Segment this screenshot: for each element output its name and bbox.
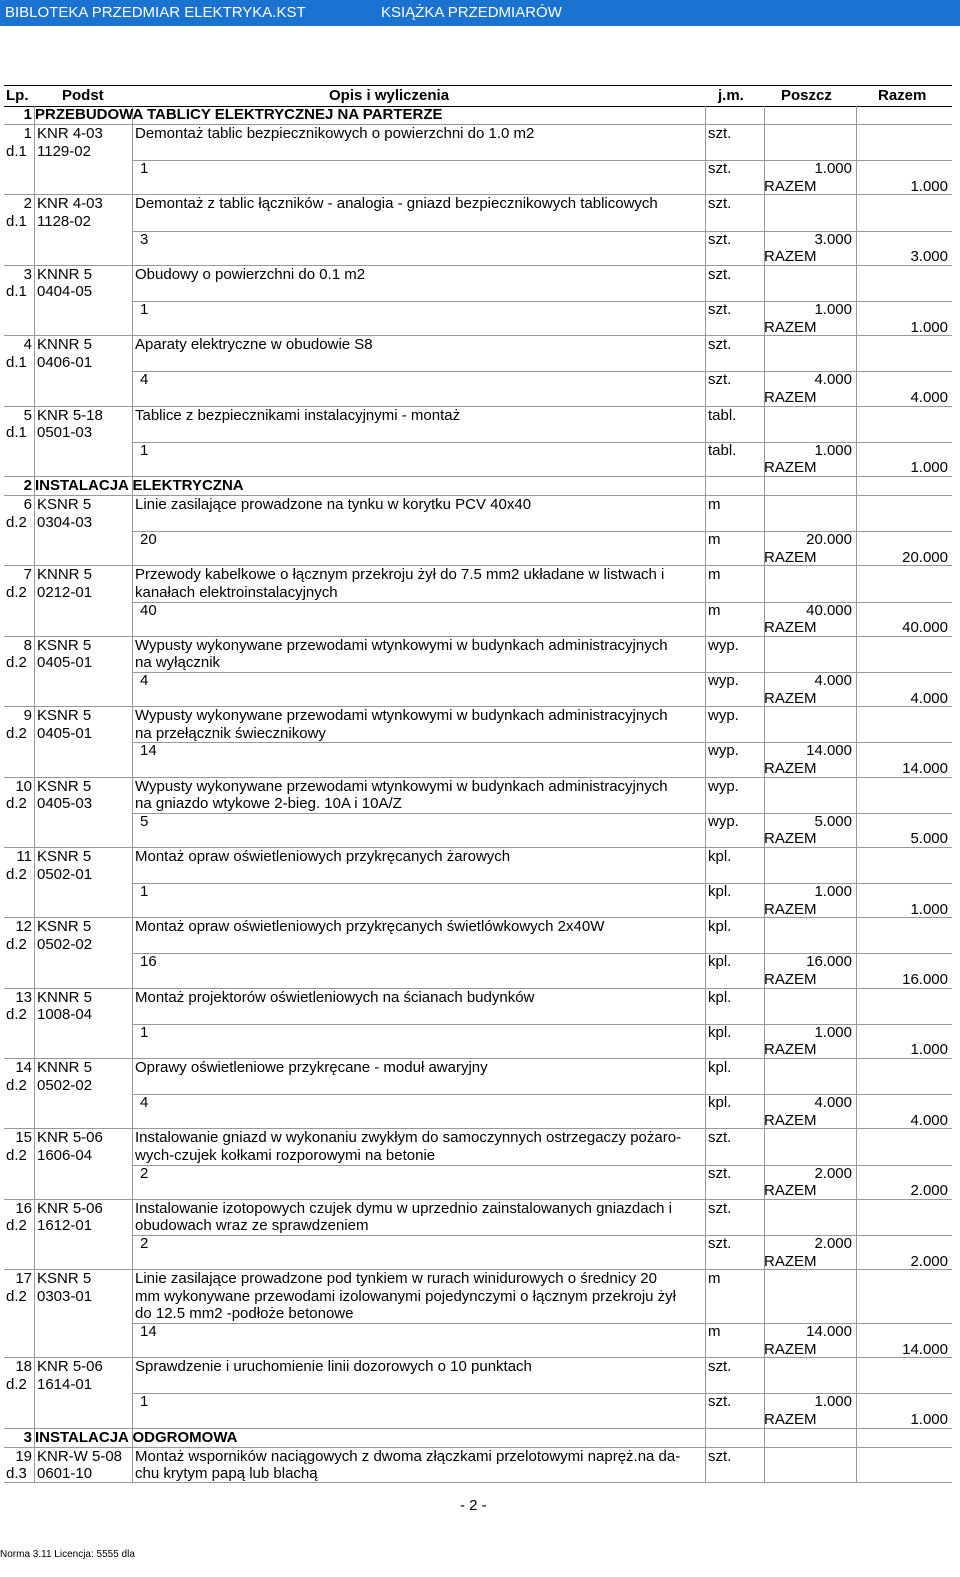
razem-label: RAZEM [764, 830, 817, 848]
partial-value: 1.000 [814, 883, 852, 901]
catalog-number: 0405-01 [37, 724, 93, 742]
section-title: INSTALACJA ELEKTRYCZNA [35, 476, 244, 494]
position-d: d.2 [6, 1076, 27, 1094]
quantity-expression: 5 [140, 812, 149, 830]
total-value: 4.000 [910, 388, 948, 406]
total-value: 1.000 [910, 318, 948, 336]
section-number: 2 [23, 476, 32, 494]
description-line: Instalowanie izotopowych czujek dymu w uprzednio zainstalowanych gniazdach i [135, 1199, 672, 1217]
description-line: Wypusty wykonywane przewodami wtynkowymi w budynkach administracyjnych [135, 707, 668, 725]
razem-label: RAZEM [764, 177, 817, 195]
page-header [0, 0, 960, 26]
catalog-code: KNR 4-03 [37, 125, 103, 142]
partial-value: 14.000 [806, 1323, 852, 1341]
col-jm: j.m. [718, 87, 744, 104]
razem-label: RAZEM [764, 248, 817, 266]
partial-value: 20.000 [806, 531, 852, 549]
catalog-code: KSNR 5 [37, 495, 92, 513]
quantity-unit: kpl. [708, 1023, 732, 1041]
quantity-expression: 1 [140, 1023, 149, 1041]
column-divider [34, 778, 35, 848]
unit: szt. [708, 125, 732, 142]
partial-value: 4.000 [814, 1094, 852, 1112]
catalog-code: KSNR 5 [37, 1270, 92, 1288]
quantity-expression: 4 [140, 671, 149, 689]
quantity-unit: wyp. [708, 812, 739, 830]
quantity-expression: 40 [140, 601, 157, 619]
quantity-expression: 2 [140, 1235, 149, 1253]
quantity-expression: 16 [140, 953, 157, 971]
unit: szt. [708, 336, 732, 354]
footer-license: Norma 3.11 Licencja: 5555 dla [0, 1549, 135, 1560]
partial-value: 1.000 [814, 441, 852, 459]
catalog-code: KNR-W 5-08 [37, 1447, 123, 1465]
position-d: d.2 [6, 865, 27, 883]
column-divider [34, 1358, 35, 1428]
quantity-expression: 3 [140, 230, 149, 248]
total-value: 4.000 [910, 1111, 948, 1129]
razem-label: RAZEM [764, 689, 817, 707]
razem-label: RAZEM [764, 1111, 817, 1129]
column-divider [34, 637, 35, 707]
column-divider [34, 1448, 35, 1483]
description-line: chu krytym papą lub blachą [135, 1465, 318, 1483]
section-title: PRZEBUDOWA TABLICY ELEKTRYCZNEJ NA PARTERZE [35, 106, 443, 123]
total-value: 1.000 [910, 459, 948, 477]
quantity-expression: 4 [140, 371, 149, 389]
catalog-code: KNNR 5 [37, 265, 93, 283]
col-opis: Opis i wyliczenia [329, 87, 450, 104]
quantity-unit: szt. [708, 160, 732, 178]
partial-value: 5.000 [814, 812, 852, 830]
column-divider [856, 1429, 857, 1447]
column-divider [705, 477, 706, 495]
unit: szt. [708, 1129, 732, 1147]
position-number: 10 [15, 777, 32, 795]
razem-label: RAZEM [764, 1411, 817, 1429]
position-row [4, 266, 952, 336]
unit: kpl. [708, 847, 732, 865]
quantity-expression: 1 [140, 1393, 149, 1411]
description-line: Aparaty elektryczne w obudowie S8 [135, 336, 373, 354]
description-line: Tablice z bezpiecznikami instalacyjnymi - montaż [135, 406, 461, 424]
column-divider [34, 125, 35, 195]
unit: tabl. [708, 406, 737, 424]
position-number: 15 [15, 1129, 32, 1147]
razem-label: RAZEM [764, 1252, 817, 1270]
catalog-code: KNNR 5 [37, 1059, 93, 1077]
description-line: na przełącznik świecznikowy [135, 724, 326, 742]
catalog-number: 0404-05 [37, 283, 93, 301]
quantity-expression: 14 [140, 742, 157, 760]
column-divider [132, 1448, 133, 1483]
razem-label: RAZEM [764, 388, 817, 406]
razem-label: RAZEM [764, 900, 817, 918]
catalog-code: KSNR 5 [37, 777, 92, 795]
position-row [4, 125, 952, 195]
position-d: d.1 [6, 424, 27, 442]
column-divider [34, 1059, 35, 1129]
quantity-unit: szt. [708, 1235, 732, 1253]
row-divider [4, 1482, 952, 1483]
position-number: 13 [15, 988, 32, 1006]
position-d: d.1 [6, 353, 27, 371]
partial-value: 1.000 [814, 1023, 852, 1041]
catalog-number: 0502-02 [37, 935, 93, 953]
razem-label: RAZEM [764, 619, 817, 637]
description-line: Sprawdzenie i uruchomienie linii dozorowych o 10 punktach [135, 1358, 532, 1376]
description-line: Linie zasilające prowadzone na tynku w korytku PCV 40x40 [135, 495, 532, 513]
column-divider [705, 1429, 706, 1447]
quantity-unit: kpl. [708, 1094, 732, 1112]
section-row [4, 477, 952, 496]
unit: m [708, 495, 721, 513]
razem-label: RAZEM [764, 1340, 817, 1358]
column-divider [856, 106, 857, 124]
catalog-number: 0304-03 [37, 513, 93, 531]
description-line: obudowach wraz ze sprawdzeniem [135, 1217, 369, 1235]
total-value: 1.000 [910, 177, 948, 195]
description-line: Montaż opraw oświetleniowych przykręcanych żarowych [135, 847, 511, 865]
position-row [4, 918, 952, 988]
partial-value: 1.000 [814, 1393, 852, 1411]
position-d: d.2 [6, 583, 27, 601]
position-d: d.2 [6, 1375, 27, 1393]
unit: szt. [708, 265, 732, 283]
catalog-code: KSNR 5 [37, 918, 92, 936]
catalog-number: 1614-01 [37, 1375, 93, 1393]
col-podst: Podst [62, 87, 104, 104]
section-title: INSTALACJA ODGROMOWA [35, 1428, 238, 1446]
column-divider [705, 1448, 706, 1483]
unit: kpl. [708, 918, 732, 936]
razem-label: RAZEM [764, 1041, 817, 1059]
column-divider [856, 1270, 857, 1358]
position-number: 12 [15, 918, 32, 936]
column-divider [34, 195, 35, 265]
position-number: 6 [23, 495, 32, 513]
catalog-number: 0502-01 [37, 865, 93, 883]
quantity-expression: 1 [140, 883, 149, 901]
description-line: Oprawy oświetleniowe przykręcane - moduł awaryjny [135, 1059, 488, 1077]
unit: wyp. [708, 707, 739, 725]
position-row [4, 1129, 952, 1199]
column-divider [856, 477, 857, 495]
quantity-expression: 1 [140, 441, 149, 459]
description-line: Montaż opraw oświetleniowych przykręcanych świetlówkowych 2x40W [135, 918, 605, 936]
total-value: 2.000 [910, 1252, 948, 1270]
page-number: - 2 - [460, 1497, 487, 1514]
catalog-code: KNNR 5 [37, 566, 93, 584]
description-line: Obudowy o powierzchni do 0.1 m2 [135, 265, 366, 283]
column-divider [764, 1448, 765, 1483]
quantity-unit: szt. [708, 1164, 732, 1182]
total-value: 1.000 [910, 900, 948, 918]
catalog-code: KSNR 5 [37, 847, 92, 865]
total-value: 14.000 [902, 759, 948, 777]
partial-value: 1.000 [814, 300, 852, 318]
position-number: 7 [23, 566, 32, 584]
position-row [4, 336, 952, 406]
total-value: 5.000 [910, 830, 948, 848]
quantity-expression: 2 [140, 1164, 149, 1182]
position-row [4, 1270, 952, 1358]
column-header [4, 85, 952, 107]
quantity-unit: szt. [708, 300, 732, 318]
position-d: d.2 [6, 1006, 27, 1024]
partial-value: 14.000 [806, 742, 852, 760]
description-line: do 12.5 mm2 -podłoże betonowe [135, 1305, 354, 1323]
unit: szt. [708, 1447, 732, 1465]
column-divider [34, 407, 35, 477]
total-value: 4.000 [910, 689, 948, 707]
description-line: Demontaż z tablic łączników - analogia - gniazd bezpiecznikowych tablicowych [135, 195, 658, 213]
position-d: d.2 [6, 1147, 27, 1165]
total-value: 1.000 [910, 1411, 948, 1429]
description-line: Demontaż tablic bezpiecznikowych o powierzchni do 1.0 m2 [135, 125, 535, 142]
partial-value: 2.000 [814, 1235, 852, 1253]
description-line: Wypusty wykonywane przewodami wtynkowymi w budynkach administracyjnych [135, 777, 668, 795]
column-divider [132, 1270, 133, 1358]
description-line: Montaż wsporników naciągowych z dwoma złączkami przelotowymi napręż.na da- [135, 1447, 681, 1465]
position-row [4, 496, 952, 566]
catalog-code: KNR 5-06 [37, 1129, 103, 1147]
description-line: mm wykonywane przewodami izolowanymi pojedynczymi o łącznym przekroju żył [135, 1287, 677, 1305]
catalog-code: KNNR 5 [37, 988, 93, 1006]
razem-label: RAZEM [764, 759, 817, 777]
column-divider [34, 566, 35, 636]
quantity-expression: 14 [140, 1323, 157, 1341]
quantity-unit: szt. [708, 230, 732, 248]
quantity-unit: m [708, 531, 721, 549]
position-row [4, 1059, 952, 1129]
position-number: 19 [15, 1447, 32, 1465]
position-number: 1 [23, 125, 32, 142]
column-divider [34, 1270, 35, 1358]
total-value: 40.000 [902, 619, 948, 637]
position-d: d.3 [6, 1465, 27, 1483]
catalog-code: KNR 4-03 [37, 195, 103, 213]
column-divider [34, 266, 35, 336]
quantity-expression: 4 [140, 1094, 149, 1112]
catalog-code: KSNR 5 [37, 707, 92, 725]
header-library: BIBLOTEKA PRZEDMIAR ELEKTRYKA.KST [5, 4, 306, 21]
quantity-unit: m [708, 601, 721, 619]
column-divider [764, 477, 765, 495]
catalog-code: KNNR 5 [37, 336, 93, 354]
position-d: d.2 [6, 795, 27, 813]
quantity-unit: szt. [708, 371, 732, 389]
position-row [4, 989, 952, 1059]
col-razem: Razem [878, 87, 927, 104]
position-number: 17 [15, 1270, 32, 1288]
position-row [4, 1200, 952, 1270]
column-divider [34, 989, 35, 1059]
quantity-unit: tabl. [708, 441, 737, 459]
razem-label: RAZEM [764, 459, 817, 477]
position-d: d.2 [6, 935, 27, 953]
catalog-number: 0502-02 [37, 1076, 93, 1094]
position-row [4, 566, 952, 636]
catalog-code: KNR 5-06 [37, 1199, 103, 1217]
col-lp: Lp. [6, 87, 29, 104]
column-divider [34, 1129, 35, 1199]
unit: kpl. [708, 988, 732, 1006]
total-value: 1.000 [910, 1041, 948, 1059]
col-poszcz: Poszcz [781, 87, 832, 104]
quantity-unit: wyp. [708, 742, 739, 760]
column-divider [34, 707, 35, 777]
catalog-number: 0303-01 [37, 1287, 93, 1305]
total-value: 20.000 [902, 548, 948, 566]
description-line: Instalowanie gniazd w wykonaniu zwykłym do samoczynnych ostrzegaczy pożaro- [135, 1129, 682, 1147]
catalog-code: KNR 5-18 [37, 406, 103, 424]
position-row [4, 407, 952, 477]
quantity-expression: 1 [140, 300, 149, 318]
quantity-unit: m [708, 1323, 721, 1341]
description-line: Przewody kabelkowe o łącznym przekroju żył do 7.5 mm2 układane w listwach i [135, 566, 665, 584]
position-number: 11 [16, 847, 32, 865]
unit: kpl. [708, 1059, 732, 1077]
position-row [4, 778, 952, 848]
description-line: wych-czujek kołkami rozporowymi na betonie [135, 1147, 436, 1165]
catalog-number: 1129-02 [37, 142, 91, 160]
partial-value: 4.000 [814, 371, 852, 389]
column-divider [705, 1270, 706, 1358]
unit: wyp. [708, 777, 739, 795]
position-row [4, 848, 952, 918]
position-row [4, 1358, 952, 1428]
column-divider [34, 848, 35, 918]
position-row [4, 637, 952, 707]
razem-label: RAZEM [764, 971, 817, 989]
position-row [4, 195, 952, 265]
catalog-number: 1008-04 [37, 1006, 93, 1024]
column-divider [764, 106, 765, 124]
section-number: 3 [23, 1428, 32, 1446]
description-line: Wypusty wykonywane przewodami wtynkowymi w budynkach administracyjnych [135, 636, 668, 654]
column-divider [34, 336, 35, 406]
description-line: na gniazdo wtykowe 2-bieg. 10A i 10A/Z [135, 795, 402, 813]
catalog-number: 0405-03 [37, 795, 93, 813]
catalog-number: 0601-10 [37, 1465, 93, 1483]
position-number: 16 [15, 1199, 32, 1217]
position-number: 3 [23, 265, 32, 283]
catalog-number: 1606-04 [37, 1147, 93, 1165]
position-d: d.2 [6, 1217, 27, 1235]
position-d: d.1 [6, 142, 27, 160]
position-d: d.1 [6, 283, 27, 301]
partial-value: 2.000 [814, 1164, 852, 1182]
razem-label: RAZEM [764, 318, 817, 336]
catalog-code: KSNR 5 [37, 636, 92, 654]
description-line: Montaż projektorów oświetleniowych na ścianach budynków [135, 988, 535, 1006]
razem-label: RAZEM [764, 548, 817, 566]
catalog-number: 1128-02 [37, 212, 91, 230]
column-divider [856, 1448, 857, 1483]
column-divider [34, 1200, 35, 1270]
position-number: 5 [23, 406, 32, 424]
position-d: d.2 [6, 513, 27, 531]
column-divider [764, 1429, 765, 1447]
unit: szt. [708, 195, 732, 213]
cost-table [4, 106, 952, 1483]
catalog-number: 0406-01 [37, 353, 93, 371]
position-number: 4 [23, 336, 32, 354]
partial-value: 16.000 [806, 953, 852, 971]
quantity-unit: kpl. [708, 953, 732, 971]
catalog-number: 0405-01 [37, 654, 93, 672]
catalog-number: 0212-01 [37, 583, 93, 601]
position-number: 2 [23, 195, 32, 213]
quantity-expression: 20 [140, 531, 157, 549]
total-value: 14.000 [902, 1340, 948, 1358]
quantity-unit: szt. [708, 1393, 732, 1411]
column-divider [705, 106, 706, 124]
position-number: 8 [23, 636, 32, 654]
description-line: na wyłącznik [135, 654, 221, 672]
position-row [4, 1448, 952, 1483]
description-line: kanałach elektroinstalacyjnych [135, 583, 338, 601]
section-row [4, 1429, 952, 1448]
position-number: 9 [23, 707, 32, 725]
quantity-expression: 1 [140, 160, 149, 178]
total-value: 16.000 [902, 971, 948, 989]
partial-value: 40.000 [806, 601, 852, 619]
section-number: 1 [23, 106, 32, 123]
total-value: 2.000 [910, 1182, 948, 1200]
header-book-title: KSIĄŻKA PRZEDMIARÓW [381, 4, 562, 21]
razem-label: RAZEM [764, 1182, 817, 1200]
catalog-code: KNR 5-06 [37, 1358, 103, 1376]
quantity-unit: kpl. [708, 883, 732, 901]
quantity-unit: wyp. [708, 671, 739, 689]
partial-value: 4.000 [814, 671, 852, 689]
partial-value: 1.000 [814, 160, 852, 178]
position-row [4, 707, 952, 777]
column-divider [34, 496, 35, 566]
position-number: 14 [15, 1059, 32, 1077]
unit: szt. [708, 1358, 732, 1376]
unit: m [708, 1270, 721, 1288]
total-value: 3.000 [910, 248, 948, 266]
column-divider [34, 918, 35, 988]
description-line: Linie zasilające prowadzone pod tynkiem w rurach winidurowych o średnicy 20 [135, 1270, 657, 1288]
position-number: 18 [15, 1358, 32, 1376]
unit: szt. [708, 1199, 732, 1217]
position-d: d.2 [6, 1287, 27, 1305]
unit: wyp. [708, 636, 739, 654]
position-d: d.2 [6, 724, 27, 742]
partial-value: 3.000 [814, 230, 852, 248]
unit: m [708, 566, 721, 584]
section-row [4, 106, 952, 125]
position-d: d.2 [6, 654, 27, 672]
position-d: d.1 [6, 212, 27, 230]
catalog-number: 1612-01 [37, 1217, 93, 1235]
catalog-number: 0501-03 [37, 424, 93, 442]
